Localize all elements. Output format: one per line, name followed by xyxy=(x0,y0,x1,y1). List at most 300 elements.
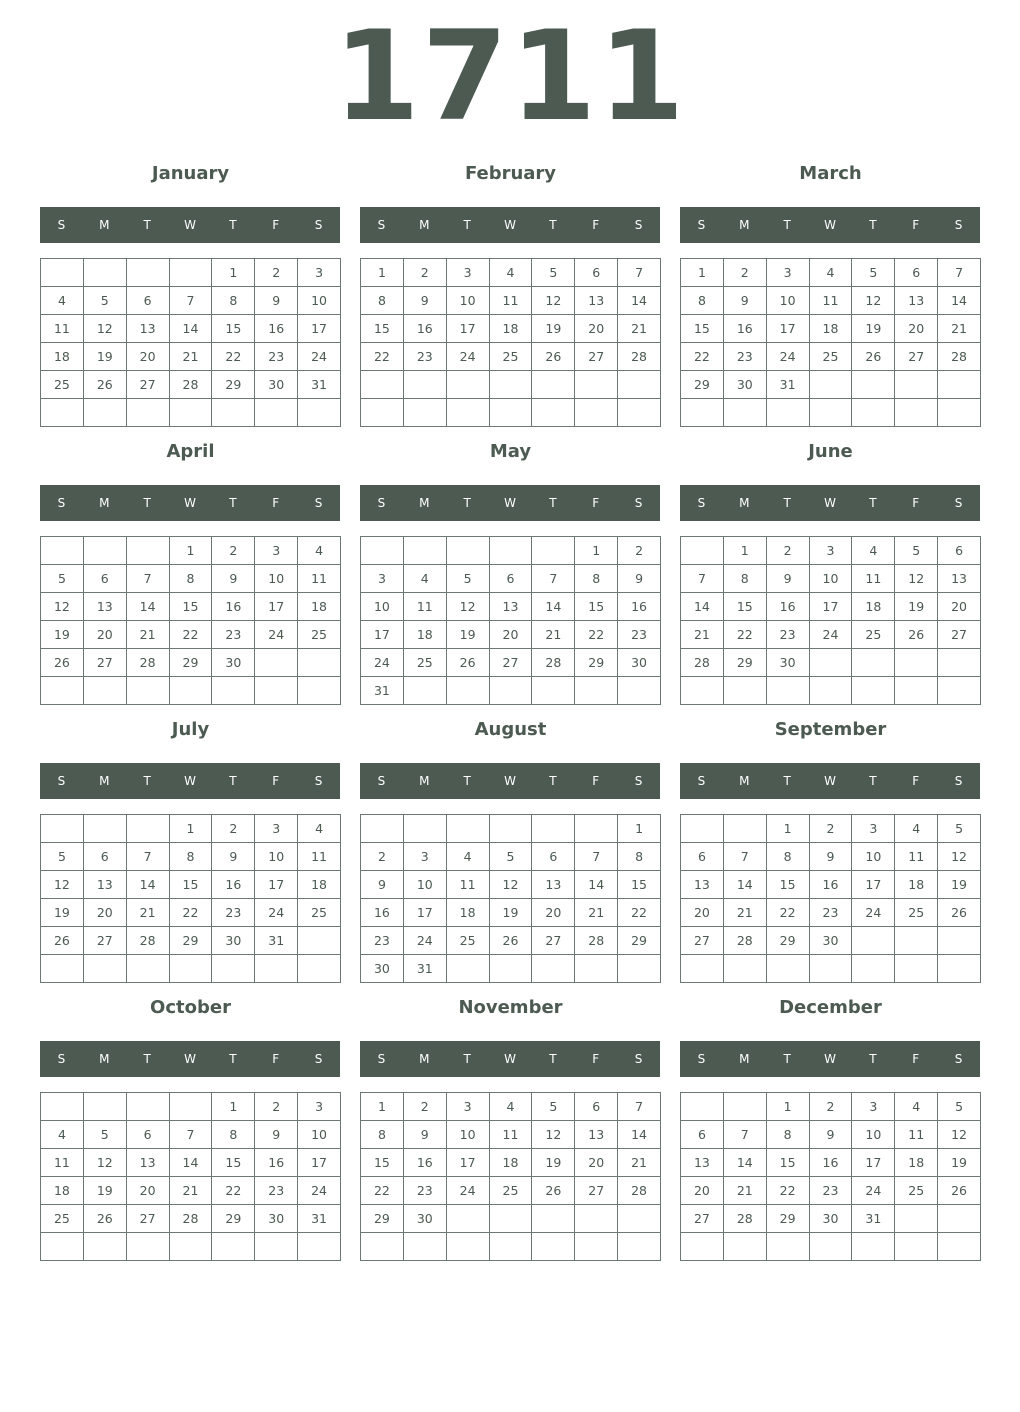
day-cell: 8 xyxy=(767,843,810,871)
day-cell: 23 xyxy=(212,621,255,649)
day-cell: 12 xyxy=(41,871,84,899)
day-cell: 9 xyxy=(810,1121,853,1149)
day-cell: 15 xyxy=(618,871,661,899)
day-cell: 23 xyxy=(255,343,298,371)
day-cell: 6 xyxy=(681,843,724,871)
weekday-label: S xyxy=(634,496,643,510)
empty-day-cell xyxy=(895,371,938,399)
day-cell: 19 xyxy=(895,593,938,621)
day-cell: 7 xyxy=(127,843,170,871)
day-cell: 15 xyxy=(575,593,618,621)
day-cell: 21 xyxy=(618,1149,661,1177)
weekday-label: T xyxy=(869,496,877,510)
month-march xyxy=(680,162,981,432)
weekday-label: F xyxy=(272,496,280,510)
day-cell: 4 xyxy=(298,815,341,843)
day-cell: 6 xyxy=(127,1121,170,1149)
empty-day-cell xyxy=(298,399,341,427)
empty-day-cell xyxy=(938,927,981,955)
day-cell: 8 xyxy=(767,1121,810,1149)
empty-day-cell xyxy=(255,399,298,427)
day-cell: 21 xyxy=(127,899,170,927)
day-cell: 25 xyxy=(895,1177,938,1205)
weekday-header xyxy=(40,485,340,521)
weekday-label: F xyxy=(272,774,280,788)
day-cell: 30 xyxy=(404,1205,447,1233)
day-cell: 25 xyxy=(404,649,447,677)
day-cell: 30 xyxy=(810,1205,853,1233)
month-january xyxy=(40,162,341,432)
weekday-label: T xyxy=(869,218,877,232)
weekday-header xyxy=(40,1041,340,1077)
empty-day-cell xyxy=(170,955,213,983)
day-cell: 3 xyxy=(361,565,404,593)
empty-day-cell xyxy=(127,1093,170,1121)
day-cell: 13 xyxy=(127,1149,170,1177)
day-cell: 28 xyxy=(618,343,661,371)
day-cell: 11 xyxy=(490,1121,533,1149)
weekday-label: M xyxy=(99,496,110,510)
day-cell: 21 xyxy=(724,1177,767,1205)
weekday-header xyxy=(360,485,660,521)
month-title: December xyxy=(779,997,882,1018)
day-cell: 20 xyxy=(895,315,938,343)
empty-day-cell xyxy=(447,399,490,427)
empty-day-cell xyxy=(404,677,447,705)
day-cell: 15 xyxy=(724,593,767,621)
day-cell: 12 xyxy=(532,1121,575,1149)
weekday-label: S xyxy=(314,1052,323,1066)
empty-day-cell xyxy=(84,955,127,983)
month-may xyxy=(360,440,661,710)
day-cell: 12 xyxy=(84,315,127,343)
day-cell: 20 xyxy=(938,593,981,621)
day-cell: 16 xyxy=(767,593,810,621)
weekday-label: S xyxy=(634,1052,643,1066)
day-cell: 23 xyxy=(255,1177,298,1205)
day-cell: 9 xyxy=(361,871,404,899)
day-cell: 6 xyxy=(575,1093,618,1121)
empty-day-cell xyxy=(575,677,618,705)
empty-day-cell xyxy=(618,677,661,705)
day-cell: 21 xyxy=(938,315,981,343)
day-cell: 16 xyxy=(212,871,255,899)
day-cell: 27 xyxy=(575,343,618,371)
day-cell: 7 xyxy=(532,565,575,593)
empty-day-cell xyxy=(938,649,981,677)
day-cell: 19 xyxy=(938,1149,981,1177)
day-cell: 2 xyxy=(361,843,404,871)
day-cell: 13 xyxy=(127,315,170,343)
weekday-label: W xyxy=(504,774,516,788)
day-cell: 23 xyxy=(767,621,810,649)
weekday-label: F xyxy=(912,496,920,510)
empty-day-cell xyxy=(255,1233,298,1261)
empty-day-cell xyxy=(84,815,127,843)
day-cell: 21 xyxy=(170,1177,213,1205)
weekday-label: M xyxy=(99,774,110,788)
day-cell: 16 xyxy=(404,1149,447,1177)
empty-day-cell xyxy=(852,649,895,677)
day-cell: 18 xyxy=(852,593,895,621)
empty-day-cell xyxy=(361,399,404,427)
empty-day-cell xyxy=(84,1093,127,1121)
day-cell: 15 xyxy=(170,593,213,621)
weekday-header xyxy=(680,485,980,521)
day-cell: 29 xyxy=(618,927,661,955)
day-cell: 13 xyxy=(84,593,127,621)
day-cell: 18 xyxy=(404,621,447,649)
day-cell: 19 xyxy=(532,315,575,343)
day-cell: 9 xyxy=(724,287,767,315)
month-title: September xyxy=(774,719,887,740)
day-cell: 23 xyxy=(361,927,404,955)
day-cell: 4 xyxy=(298,537,341,565)
day-cell: 22 xyxy=(767,1177,810,1205)
empty-day-cell xyxy=(852,927,895,955)
day-cell: 7 xyxy=(170,1121,213,1149)
day-cell: 25 xyxy=(490,1177,533,1205)
day-grid xyxy=(360,258,661,427)
day-cell: 1 xyxy=(212,1093,255,1121)
day-cell: 17 xyxy=(852,871,895,899)
day-cell: 29 xyxy=(361,1205,404,1233)
weekday-label: T xyxy=(549,1052,557,1066)
month-july xyxy=(40,718,341,988)
day-cell: 15 xyxy=(681,315,724,343)
day-cell: 29 xyxy=(575,649,618,677)
weekday-label: T xyxy=(549,218,557,232)
weekday-label: W xyxy=(184,496,196,510)
empty-day-cell xyxy=(84,259,127,287)
empty-day-cell xyxy=(447,1233,490,1261)
empty-day-cell xyxy=(724,815,767,843)
weekday-label: T xyxy=(463,1052,471,1066)
empty-day-cell xyxy=(41,1233,84,1261)
day-cell: 26 xyxy=(532,1177,575,1205)
day-cell: 5 xyxy=(84,287,127,315)
day-cell: 12 xyxy=(852,287,895,315)
empty-day-cell xyxy=(575,1233,618,1261)
day-cell: 28 xyxy=(724,1205,767,1233)
weekday-label: M xyxy=(739,774,750,788)
day-cell: 1 xyxy=(767,1093,810,1121)
empty-day-cell xyxy=(170,1233,213,1261)
day-cell: 15 xyxy=(767,1149,810,1177)
weekday-label: S xyxy=(954,1052,963,1066)
empty-day-cell xyxy=(447,1205,490,1233)
day-grid xyxy=(680,258,981,427)
empty-day-cell xyxy=(681,677,724,705)
weekday-label: M xyxy=(739,218,750,232)
day-cell: 11 xyxy=(404,593,447,621)
empty-day-cell xyxy=(810,1233,853,1261)
empty-day-cell xyxy=(404,399,447,427)
day-cell: 14 xyxy=(724,871,767,899)
empty-day-cell xyxy=(84,537,127,565)
day-cell: 1 xyxy=(361,1093,404,1121)
day-cell: 11 xyxy=(447,871,490,899)
day-cell: 16 xyxy=(810,1149,853,1177)
weekday-label: S xyxy=(377,1052,386,1066)
day-cell: 14 xyxy=(618,1121,661,1149)
day-cell: 19 xyxy=(84,343,127,371)
day-cell: 18 xyxy=(41,343,84,371)
day-cell: 18 xyxy=(447,899,490,927)
day-cell: 28 xyxy=(532,649,575,677)
day-cell: 10 xyxy=(255,565,298,593)
day-cell: 6 xyxy=(575,259,618,287)
empty-day-cell xyxy=(532,399,575,427)
day-cell: 3 xyxy=(255,815,298,843)
day-cell: 22 xyxy=(767,899,810,927)
empty-day-cell xyxy=(938,1233,981,1261)
day-cell: 7 xyxy=(127,565,170,593)
day-cell: 13 xyxy=(575,287,618,315)
day-cell: 21 xyxy=(170,343,213,371)
day-grid xyxy=(40,814,341,983)
weekday-label: T xyxy=(783,218,791,232)
day-cell: 18 xyxy=(895,1149,938,1177)
day-cell: 11 xyxy=(490,287,533,315)
day-cell: 15 xyxy=(212,315,255,343)
month-june xyxy=(680,440,981,710)
weekday-label: T xyxy=(229,496,237,510)
day-cell: 1 xyxy=(212,259,255,287)
day-cell: 28 xyxy=(170,371,213,399)
empty-day-cell xyxy=(895,1233,938,1261)
day-grid xyxy=(680,1092,981,1261)
day-cell: 31 xyxy=(767,371,810,399)
empty-day-cell xyxy=(532,371,575,399)
day-cell: 5 xyxy=(938,815,981,843)
day-cell: 11 xyxy=(298,843,341,871)
day-cell: 27 xyxy=(127,371,170,399)
day-cell: 28 xyxy=(575,927,618,955)
day-cell: 27 xyxy=(938,621,981,649)
day-cell: 26 xyxy=(895,621,938,649)
day-cell: 7 xyxy=(618,259,661,287)
day-cell: 2 xyxy=(212,815,255,843)
day-cell: 21 xyxy=(618,315,661,343)
day-cell: 29 xyxy=(212,1205,255,1233)
day-cell: 23 xyxy=(212,899,255,927)
weekday-label: T xyxy=(143,496,151,510)
weekday-header xyxy=(40,763,340,799)
weekday-label: T xyxy=(463,774,471,788)
day-cell: 7 xyxy=(938,259,981,287)
day-cell: 19 xyxy=(41,621,84,649)
day-cell: 27 xyxy=(127,1205,170,1233)
day-cell: 21 xyxy=(724,899,767,927)
day-cell: 10 xyxy=(767,287,810,315)
day-cell: 4 xyxy=(895,1093,938,1121)
day-cell: 3 xyxy=(767,259,810,287)
day-cell: 2 xyxy=(724,259,767,287)
day-cell: 15 xyxy=(361,1149,404,1177)
day-cell: 1 xyxy=(724,537,767,565)
day-cell: 6 xyxy=(84,843,127,871)
day-cell: 30 xyxy=(810,927,853,955)
weekday-label: T xyxy=(463,496,471,510)
day-cell: 20 xyxy=(575,1149,618,1177)
day-cell: 20 xyxy=(681,1177,724,1205)
weekday-label: M xyxy=(419,496,430,510)
day-cell: 4 xyxy=(404,565,447,593)
day-cell: 16 xyxy=(255,315,298,343)
weekday-label: W xyxy=(504,496,516,510)
day-cell: 25 xyxy=(298,621,341,649)
day-cell: 19 xyxy=(532,1149,575,1177)
day-cell: 27 xyxy=(575,1177,618,1205)
day-cell: 20 xyxy=(681,899,724,927)
day-cell: 30 xyxy=(212,927,255,955)
day-cell: 29 xyxy=(212,371,255,399)
day-cell: 2 xyxy=(810,815,853,843)
weekday-label: T xyxy=(783,496,791,510)
weekday-header xyxy=(360,207,660,243)
day-cell: 10 xyxy=(810,565,853,593)
empty-day-cell xyxy=(127,677,170,705)
empty-day-cell xyxy=(724,677,767,705)
day-cell: 12 xyxy=(895,565,938,593)
day-cell: 8 xyxy=(361,287,404,315)
day-grid xyxy=(40,258,341,427)
day-cell: 24 xyxy=(404,927,447,955)
day-cell: 19 xyxy=(84,1177,127,1205)
day-cell: 27 xyxy=(681,927,724,955)
day-cell: 22 xyxy=(724,621,767,649)
day-cell: 2 xyxy=(404,1093,447,1121)
empty-day-cell xyxy=(938,955,981,983)
weekday-label: S xyxy=(954,774,963,788)
empty-day-cell xyxy=(532,1233,575,1261)
empty-day-cell xyxy=(532,815,575,843)
day-cell: 20 xyxy=(127,343,170,371)
empty-day-cell xyxy=(681,399,724,427)
empty-day-cell xyxy=(895,927,938,955)
day-cell: 4 xyxy=(852,537,895,565)
empty-day-cell xyxy=(938,1205,981,1233)
weekday-label: S xyxy=(697,1052,706,1066)
day-cell: 13 xyxy=(681,1149,724,1177)
day-cell: 7 xyxy=(618,1093,661,1121)
weekday-header xyxy=(360,763,660,799)
empty-day-cell xyxy=(575,815,618,843)
day-cell: 22 xyxy=(575,621,618,649)
day-cell: 19 xyxy=(447,621,490,649)
day-cell: 14 xyxy=(170,315,213,343)
empty-day-cell xyxy=(852,955,895,983)
day-cell: 31 xyxy=(298,371,341,399)
day-cell: 10 xyxy=(404,871,447,899)
weekday-label: W xyxy=(184,218,196,232)
day-cell: 26 xyxy=(532,343,575,371)
empty-day-cell xyxy=(767,955,810,983)
day-cell: 5 xyxy=(41,565,84,593)
empty-day-cell xyxy=(127,259,170,287)
weekday-label: M xyxy=(739,1052,750,1066)
empty-day-cell xyxy=(212,399,255,427)
day-cell: 1 xyxy=(170,815,213,843)
month-title: February xyxy=(464,163,557,184)
day-cell: 1 xyxy=(361,259,404,287)
day-cell: 24 xyxy=(447,343,490,371)
day-cell: 28 xyxy=(170,1205,213,1233)
day-cell: 4 xyxy=(895,815,938,843)
day-cell: 26 xyxy=(41,649,84,677)
day-grid xyxy=(40,1092,341,1261)
day-cell: 6 xyxy=(84,565,127,593)
empty-day-cell xyxy=(447,815,490,843)
day-cell: 10 xyxy=(361,593,404,621)
day-cell: 13 xyxy=(490,593,533,621)
empty-day-cell xyxy=(490,537,533,565)
day-cell: 29 xyxy=(170,649,213,677)
weekday-label: W xyxy=(504,218,516,232)
day-cell: 22 xyxy=(361,343,404,371)
day-cell: 7 xyxy=(724,843,767,871)
day-cell: 28 xyxy=(127,649,170,677)
weekday-label: F xyxy=(912,774,920,788)
weekday-label: M xyxy=(419,774,430,788)
day-cell: 14 xyxy=(532,593,575,621)
empty-day-cell xyxy=(41,815,84,843)
day-cell: 10 xyxy=(447,287,490,315)
day-grid xyxy=(680,814,981,983)
day-cell: 4 xyxy=(490,259,533,287)
day-cell: 14 xyxy=(170,1149,213,1177)
empty-day-cell xyxy=(490,1233,533,1261)
day-cell: 6 xyxy=(681,1121,724,1149)
day-cell: 23 xyxy=(404,1177,447,1205)
weekday-label: W xyxy=(504,1052,516,1066)
month-february xyxy=(360,162,661,432)
weekday-label: S xyxy=(697,774,706,788)
month-title: July xyxy=(171,719,210,740)
month-november xyxy=(360,996,661,1266)
weekday-label: S xyxy=(954,218,963,232)
empty-day-cell xyxy=(575,1205,618,1233)
day-grid xyxy=(360,536,661,705)
day-cell: 9 xyxy=(212,565,255,593)
day-cell: 26 xyxy=(84,371,127,399)
day-cell: 29 xyxy=(767,927,810,955)
day-cell: 26 xyxy=(852,343,895,371)
empty-day-cell xyxy=(895,1205,938,1233)
day-cell: 13 xyxy=(84,871,127,899)
day-cell: 16 xyxy=(810,871,853,899)
day-cell: 13 xyxy=(575,1121,618,1149)
empty-day-cell xyxy=(298,649,341,677)
empty-day-cell xyxy=(532,1205,575,1233)
empty-day-cell xyxy=(618,1233,661,1261)
weekday-label: F xyxy=(592,218,600,232)
day-cell: 30 xyxy=(212,649,255,677)
weekday-label: F xyxy=(272,218,280,232)
weekday-label: T xyxy=(869,774,877,788)
day-cell: 17 xyxy=(255,871,298,899)
month-title: November xyxy=(458,997,563,1018)
empty-day-cell xyxy=(895,399,938,427)
weekday-label: T xyxy=(229,1052,237,1066)
day-cell: 11 xyxy=(895,1121,938,1149)
empty-day-cell xyxy=(724,955,767,983)
day-cell: 3 xyxy=(298,259,341,287)
day-cell: 22 xyxy=(170,621,213,649)
empty-day-cell xyxy=(852,1233,895,1261)
day-cell: 20 xyxy=(127,1177,170,1205)
